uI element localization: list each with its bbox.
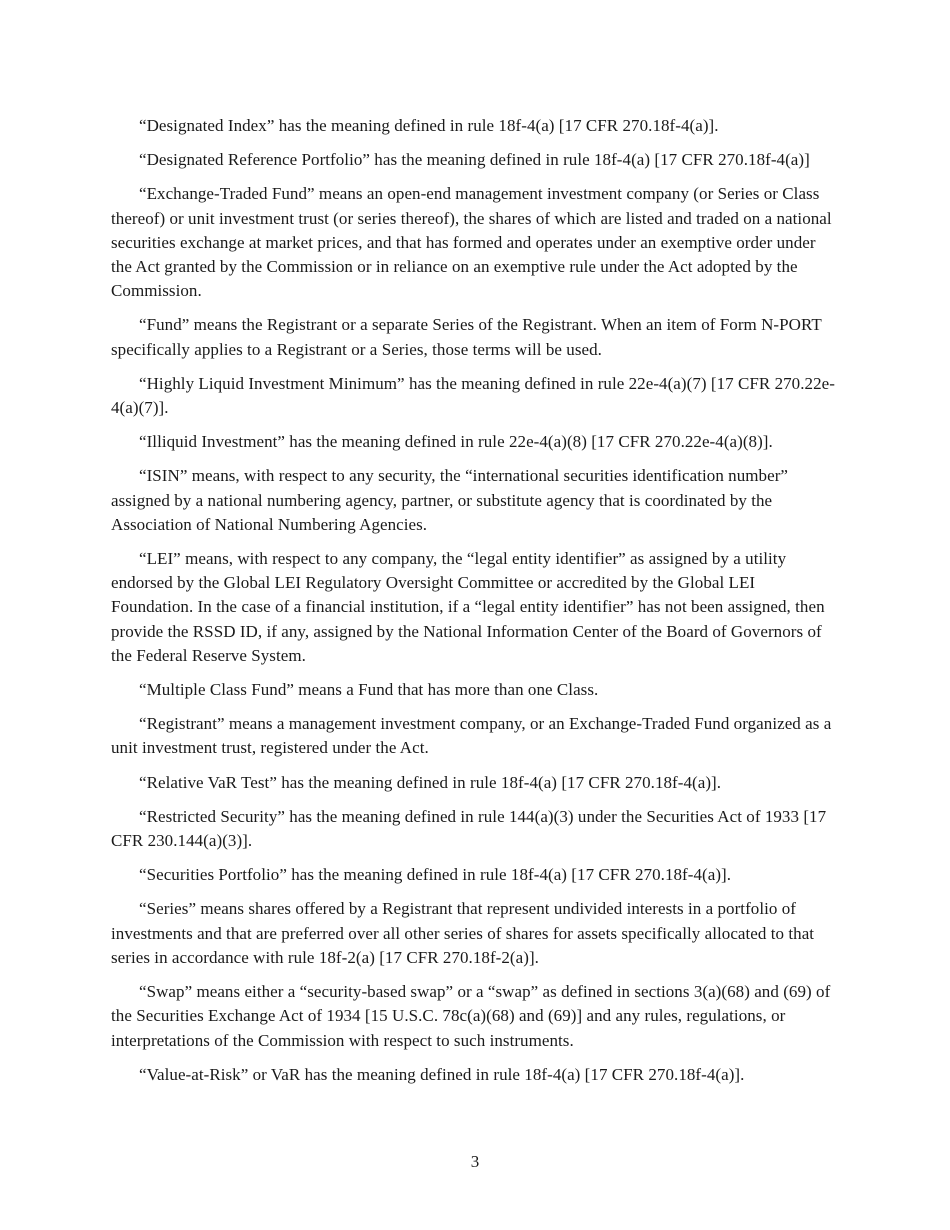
definition-isin: “ISIN” means, with respect to any security, the “international securities identification number” assigned by a national numbering agency, partner, or substitute agency that is coordinated by the Association of National Numbering Agencies. [111, 466, 788, 534]
definition-restricted-security: “Restricted Security” has the meaning defined in rule 144(a)(3) under the Securities Act of 1933 [17 CFR 230.144(a)(3)]. [111, 806, 827, 851]
page-number: 3 [470, 1152, 480, 1171]
definition-designated-index: “Designated Index” has the meaning defined in rule 18f-4(a) [17 CFR 270.18f-4(a)]. [139, 116, 719, 135]
definition-swap: “Swap” means either a “security-based swap” or a “swap” as defined in sections 3(a)(68) and (69) of the Securities Exchange Act of 1934 [15 U.S.C. 78c(a)(68) and (69)] and any rules, regulations, or interpretations of the Commission with respect to such instruments. [111, 982, 831, 1050]
definition-registrant: “Registrant” means a management investment company, or an Exchange-Traded Fund organized as a unit investment trust, registered under the Act. [111, 714, 832, 758]
definition-designated-reference-portfolio: “Designated Reference Portfolio” has the meaning defined in rule 18f-4(a) [17 CFR 270.18f-4(a)] [139, 150, 810, 170]
definition-value-at-risk: “Value-at-Risk” or VaR has the meaning defined in rule 18f-4(a) [17 CFR 270.18f-4(a)]. [139, 1064, 745, 1084]
definition-multiple-class-fund: “Multiple Class Fund” means a Fund that has more than one Class. [139, 680, 599, 700]
definition-exchange-traded-fund: “Exchange-Traded Fund” means an open-end management investment company (or Series or Class thereof) or unit investment trust (or series thereof), the shares of which are listed and traded on a national securities exchange at market prices, and that has formed and operates under an exemptive order under the Act granted by the Commission or in reliance on an exemptive rule under the Act adopted by the Commission. [111, 184, 832, 301]
definition-securities-portfolio: “Securities Portfolio” has the meaning defined in rule 18f-4(a) [17 CFR 270.18f-4(a)]. [139, 865, 732, 885]
definition-lei: “LEI” means, with respect to any company, the “legal entity identifier” as assigned by a utility endorsed by the Global LEI Regulatory Oversight Committee or accredited by the Global LEI Foundation. In the case of a financial institution, if a “legal entity identifier” has not been assigned, then provide the RSSD ID, if any, assigned by the National Information Center of the Board of Governors of the Federal Reserve System. [111, 549, 825, 665]
definition-fund: “Fund” means the Registrant or a separate Series of the Registrant. When an item of Form N-PORT specifically applies to a Registrant or a Series, those terms will be used. [111, 315, 822, 359]
definition-series: “Series” means shares offered by a Registrant that represent undivided interests in a portfolio of investments and that are preferred over all other series of shares for assets specifically allocated to that series in accordance with rule 18f-2(a) [17 CFR 270.18f-2(a)]. [111, 899, 815, 967]
definition-illiquid-investment: “Illiquid Investment” has the meaning defined in rule 22e-4(a)(8) [17 CFR 270.22e-4(a)(8)]. [139, 432, 773, 452]
definition-highly-liquid-investment-minimum: “Highly Liquid Investment Minimum” has the meaning defined in rule 22e-4(a)(7) [17 CFR 270.22e-4(a)(7)]. [111, 373, 835, 418]
definition-relative-var-test: “Relative VaR Test” has the meaning defined in rule 18f-4(a) [17 CFR 270.18f-4(a)]. [139, 772, 722, 792]
document-page [111, 114, 839, 1097]
